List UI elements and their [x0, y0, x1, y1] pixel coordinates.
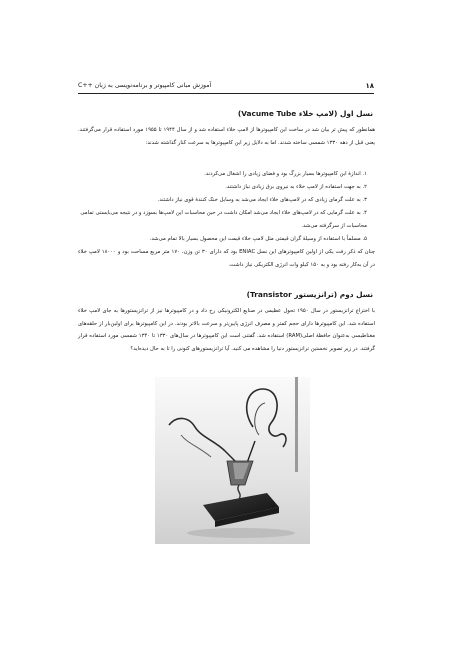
list-item-3: ۳. به علت گرمای زیادی که در لامپ‌های خلاء ایجاد می‌شد به وسایل خنک کنندهٔ قوی نیاز داشتند. [157, 197, 367, 203]
page-header [78, 80, 374, 92]
section-1-intro: همانطور که پیش تر بیان شد در ساخت این کامپیوترها از لامپ خلاء استفاده شد و از سال ۱۹۴۴ تا ۱۹۵۵ مورد استفاده قرار می‌گرفتند. یعنی قبل از دهه ۱۳۳۰ شمسی ساخته شدند. اما به دلایل زیر این کامپیوترها به سرعت کنار گذاشته شدند: [78, 127, 375, 146]
header-rule [78, 93, 374, 94]
list-item-2: ۲. به جهت استفاده از لامپ خلاء به نیروی برق زیادی نیاز داشتند. [225, 184, 367, 190]
list-item-1: ۱. اندازهٔ این کامپیوترها بسیار بزرگ بود و فضای زیادی را اشغال می‌کردند. [204, 171, 367, 177]
book-title: آموزش مبانی کامپیوتر و برنامه‌نویسی به زبان ++C [78, 82, 212, 89]
page-number: ۱۸ [365, 82, 374, 90]
list-item-4: ۴. به علت گرمایی که در لامپ‌های خلاء ایجاد می‌شد امکان داشت در حین محاسبات این لامپ‌ها بسوزد و در نتیجه می‌بایستی تمامی محاسبات از سرگرفته می‌شد. [80, 210, 367, 229]
section-heading-second-generation: نسل دوم (ترانزیستور Transistor) [246, 290, 373, 299]
section-1-after: چنان که ذکر رفت یکی از اولین کامپیوترهای این نسل ENIAC بود که دارای ۳۰ تن وزن، ۱۷۰ متر مربع مساحت بود و ۱۸۰۰۰ لامپ خلاء در آن به‌کار رفته بود و به ۱۵۰ کیلو وات انرژی الکتریکی نیاز داشت. [78, 249, 375, 268]
list-item-5: ۵. مسلماً با استفاده از وسیلهٔ گران قیمتی مثل لامپ خلاء قیمت این محصول بسیار بالا تمام می‌شد. [149, 236, 367, 242]
section-heading-first-generation: نسل اول (لامپ خلاء Vacume Tube) [237, 109, 373, 118]
transistor-illustration [155, 377, 310, 544]
first-transistor-photo [155, 377, 310, 544]
section-2-intro: با اختراع ترانزیستور در سال ۱۹۵۰ تحول عظیمی در صنایع الکترونیکی رخ داد و در کامپیوترها نیز از ترانزیستورها به جای لامپ خلاء استفاده شد. این کامپیوترها دارای حجم کمتر و مصرف انرژی پایین‌تر و سرعت بالاتر بودند. در این کامپیوترها برای اولین‌بار از حلقه‌های مغناطیسی به‌عنوان حافظهٔ اصلی(RAM) استفاده شد. گفتنی است این کامپیوترها در سال‌های ۱۳۳۰ تا ۱۳۴۰ شمسی مورد استفاده قرار گرفتند. در زیر تصویر نخستین ترانزیستور دنیا را مشاهده می کنید. آیا ترانزیستورهای کنونی را تا به حال دیده‌اید؟ [78, 308, 375, 352]
